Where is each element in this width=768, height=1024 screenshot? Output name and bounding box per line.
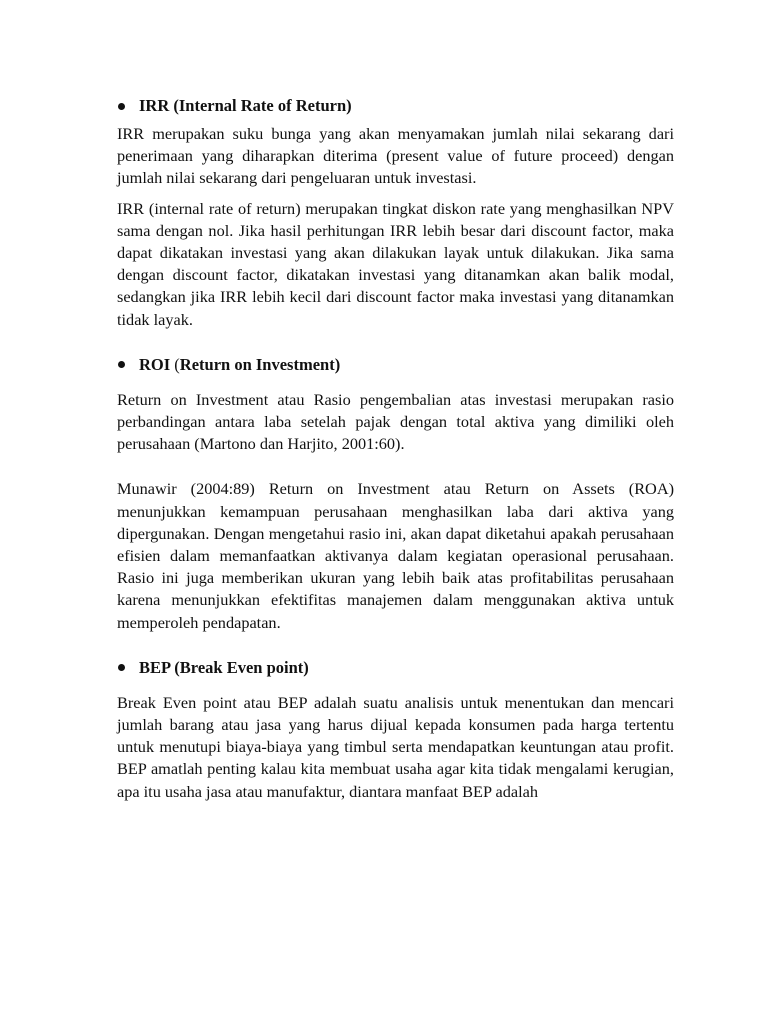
bullet-icon	[118, 361, 125, 368]
roi-paragraph-1: Return on Investment atau Rasio pengembalian atas investasi merupakan rasio perbandingan antara laba setelah pajak dengan total aktiva yang dimiliki oleh perusahaan (Martono dan Harjito, 2001:60).	[117, 389, 674, 454]
bep-heading	[117, 656, 674, 680]
roi-heading-text	[139, 353, 340, 377]
roi-heading-paren: (	[170, 354, 180, 374]
irr-heading-text: IRR (Internal Rate of Return)	[139, 96, 352, 115]
bep-heading-text: BEP (Break Even point)	[139, 657, 309, 677]
irr-paragraph-1: IRR merupakan suku bunga yang akan menyamakan jumlah nilai sekarang dari penerimaan yang diharapkan diterima (present value of future proceed) dengan jumlah nilai sekarang dari pengeluaran untuk investasi.	[117, 124, 674, 188]
roi-paragraph-2: Munawir (2004:89) Return on Investment atau Return on Assets (ROA) menunjukkan kemampuan perusahaan menghasilkan laba dari aktiva yang dipergunakan. Dengan mengetahui rasio ini, akan dapat diketahui apakah perusahaan efisien dalam memanfaatkan aktivanya dalam kegiatan operasional perusahaan. Rasio ini juga memberikan ukuran yang lebih baik atas profitabilitas perusahaan karena menunjukkan efektifitas manajemen dalam menggunakan aktiva untuk memperoleh pendapatan.	[117, 479, 674, 632]
bullet-icon	[118, 103, 125, 110]
roi-heading-full: Return on Investment)	[179, 354, 341, 374]
document-body	[117, 94, 674, 803]
roi-heading-abbr: ROI	[139, 354, 171, 374]
irr-paragraph-2: IRR (internal rate of return) merupakan tingkat diskon rate yang menghasilkan NPV sama dengan nol. Jika hasil perhitungan IRR lebih besar dari discount factor, maka dapat dikatakan investasi yang akan dilakukan layak untuk dilakukan. Jika sama dengan discount factor, dikatakan investasi yang ditanamkan akan balik modal, sedangkan jika IRR lebih kecil dari discount factor maka investasi yang ditanamkan tidak layak.	[117, 198, 674, 329]
bullet-icon	[118, 664, 125, 671]
roi-heading	[117, 353, 674, 377]
bep-paragraph-1: Break Even point atau BEP adalah suatu analisis untuk menentukan dan mencari jumlah barang atau jasa yang harus dijual kepada konsumen pada harga tertentu untuk menutupi biaya-biaya yang timbul serta mendapatkan keuntungan atau profit. BEP amatlah penting kalau kita membuat usaha agar kita tidak mengalami kerugian, apa itu usaha jasa atau manufaktur, diantara manfaat BEP adalah	[117, 692, 674, 801]
irr-heading	[117, 94, 674, 118]
